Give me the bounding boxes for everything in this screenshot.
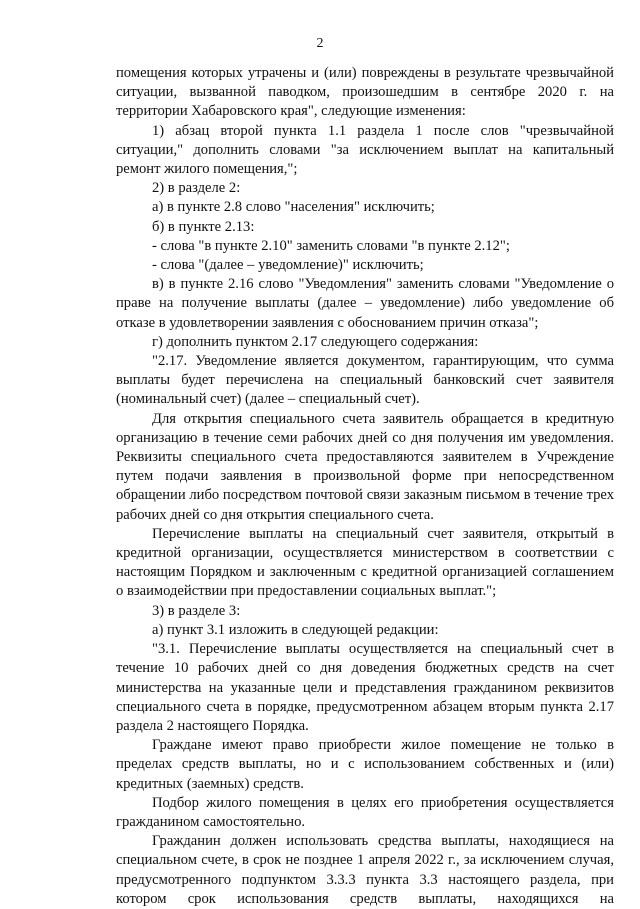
paragraph-16: Граждане имеют право приобрести жилое помещение не только в пределах средств выплаты, но и с использованием собственных и (или) кредитных (заемных) средств.: [116, 737, 614, 792]
paragraph-10: "2.17. Уведомление является документом, гарантирующим, что сумма выплаты будет перечислена на специальный банковский счет заявителя (номинальный счет) (далее – специальный счет).: [116, 353, 614, 408]
paragraph-12: Перечисление выплаты на специальный счет заявителя, открытый в кредитной организации, осуществляется министерством в соответствии с настоящим Порядком и заключенным с кредитной организацией соглашением о взаимодействии при предоставлении социальных выплат.";: [116, 525, 614, 600]
paragraph-13: 3) в разделе 3:: [152, 602, 241, 619]
paragraph-18: Гражданин должен использовать средства выплаты, находящиеся на специальном счете, в срок не позднее 1 апреля 2022 г., за исключением случая, предусмотренного подпунктом 3.3.3 пункта 3.3 настоящего раздела, при котором срок использования средств выплаты, находящихся на: [116, 833, 614, 907]
paragraph-9: г) дополнить пунктом 2.17 следующего содержания:: [152, 333, 479, 350]
page-number: 2: [316, 36, 324, 51]
paragraph-15: "3.1. Перечисление выплаты осуществляется на специальный счет в течение 10 рабочих дней со дня доведения бюджетных средств на счет министерства на указанные цели и представления гражданином реквизитов специального счета в порядке, предусмотренном абзацем вторым пункта 2.17 раздела 2 настоящего Порядка.: [116, 641, 614, 734]
paragraph-17: Подбор жилого помещения в целях его приобретения осуществляется гражданином самостоятельно.: [116, 794, 614, 830]
paragraph-3: 2) в разделе 2:: [152, 180, 241, 197]
document-body: [116, 64, 614, 909]
paragraph-6: - слова "в пункте 2.10" заменить словами "в пункте 2.12";: [152, 237, 510, 254]
paragraph-2: 1) абзац второй пункта 1.1 раздела 1 после слов "чрезвычайной ситуации," дополнить словами "за исключением выплат на капитальный ремонт жилого помещения,";: [116, 122, 614, 178]
paragraph-8: в) в пункте 2.16 слово "Уведомления" заменить словами "Уведомление о праве на получение выплаты (далее – уведомление) либо уведомление об отказе в удовлетворении заявления с обоснованием причин отказа";: [116, 276, 614, 331]
paragraph-5: б) в пункте 2.13:: [152, 218, 255, 235]
paragraph-11: Для открытия специального счета заявитель обращается в кредитную организацию в течение семи рабочих дней со дня получения им уведомления. Реквизиты специального счета предоставляются заявителем в Учреждение путем подачи заявления в произвольной форме при непосредственном обращении либо посредством почтовой связи заказным письмом в течение трех рабочих дней со дня открытия специального счета.: [116, 410, 614, 523]
paragraph-7: - слова "(далее – уведомление)" исключить;: [152, 257, 424, 274]
paragraph-14: а) пункт 3.1 изложить в следующей редакции:: [152, 621, 439, 638]
paragraph-1: помещения которых утрачены и (или) повреждены в результате чрезвычайной ситуации, вызванной паводком, произошедшим в сентябре 2020 г. на территории Хабаровского края", следующие изменения:: [116, 65, 614, 120]
paragraph-4: а) в пункте 2.8 слово "населения" исключить;: [152, 199, 435, 216]
